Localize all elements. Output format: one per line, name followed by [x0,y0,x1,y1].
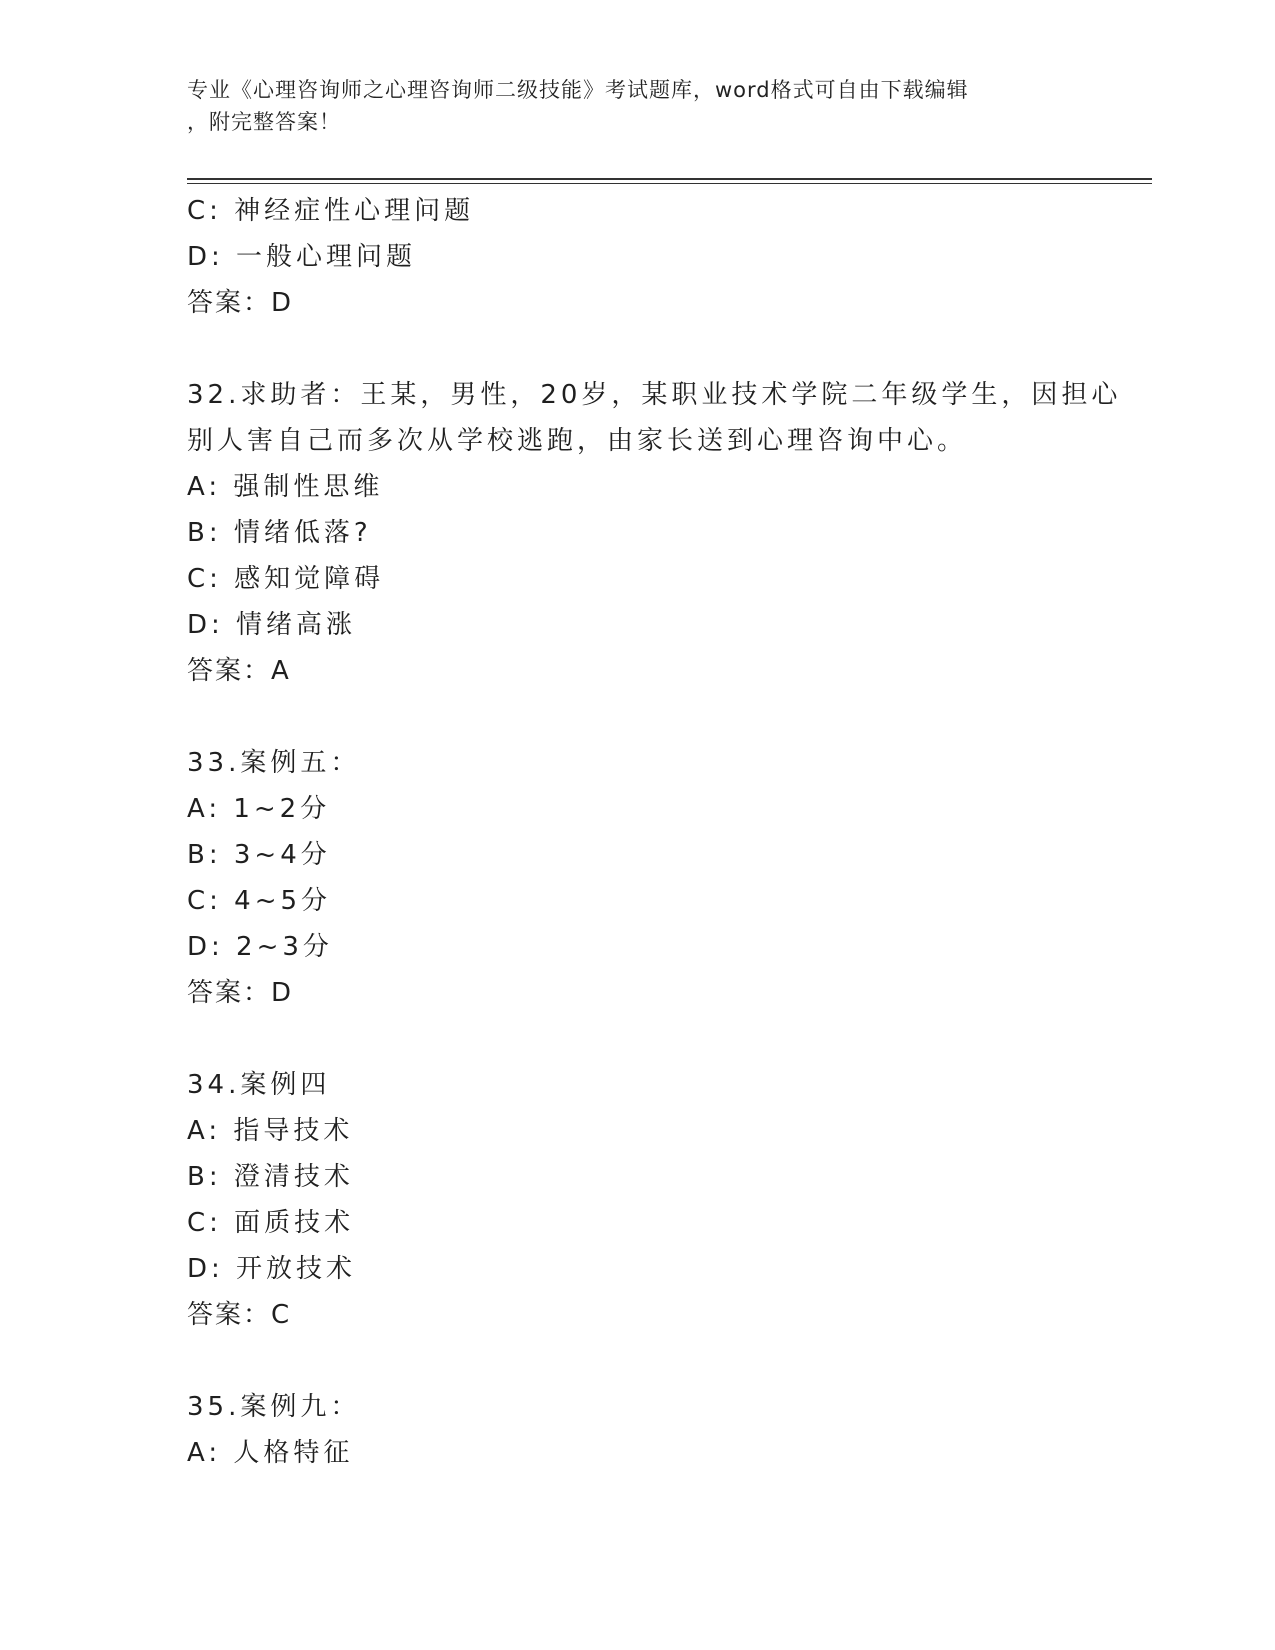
option-c: C: 神经症性心理问题 [187,196,475,226]
question-stem-line-2: 别人害自己而多次从学校逃跑，由家长送到心理咨询中心。 [187,426,968,456]
option-c: C: 感知觉障碍 [187,564,385,594]
option-c: C: 4~5分 [187,886,332,916]
answer-line: 答案：A [187,656,291,686]
question-34 [187,1062,1147,1338]
question-35 [187,1384,1147,1476]
header-line-1: 专业《心理咨询师之心理咨询师二级技能》考试题库，word格式可自由下载编辑 [187,78,969,102]
spacer [187,694,1147,740]
option-d: D: 开放技术 [187,1254,357,1284]
header-divider-thick [187,178,1152,180]
option-b: B: 情绪低落? [187,518,372,548]
spacer [187,326,1147,372]
question-stem: 34.案例四 [187,1070,331,1100]
option-b: B: 澄清技术 [187,1162,354,1192]
question-32 [187,372,1147,694]
option-a: A: 指导技术 [187,1116,354,1146]
question-stem-line-1: 32.求助者：王某，男性，20岁，某职业技术学院二年级学生，因担心 [187,380,1122,410]
option-a: A: 人格特征 [187,1438,354,1468]
question-stem: 35.案例九： [187,1392,361,1422]
header-line-2: ，附完整答案！ [187,110,341,134]
answer-line: 答案：D [187,288,294,318]
option-a: A: 强制性思维 [187,472,384,502]
option-a: A: 1~2分 [187,794,331,824]
option-d: D: 一般心理问题 [187,242,417,272]
option-b: B: 3~4分 [187,840,331,870]
option-c: C: 面质技术 [187,1208,355,1238]
spacer [187,1016,1147,1062]
option-d: D: 2~3分 [187,932,333,962]
option-d: D: 情绪高涨 [187,610,357,640]
question-31-continued [187,188,1147,326]
question-33 [187,740,1147,1016]
question-stem: 33.案例五： [187,748,361,778]
document-header [187,74,1087,138]
answer-line: 答案：C [187,1300,292,1330]
answer-line: 答案：D [187,978,294,1008]
spacer [187,1338,1147,1384]
header-divider-thin [187,183,1152,184]
question-list [187,188,1147,1476]
